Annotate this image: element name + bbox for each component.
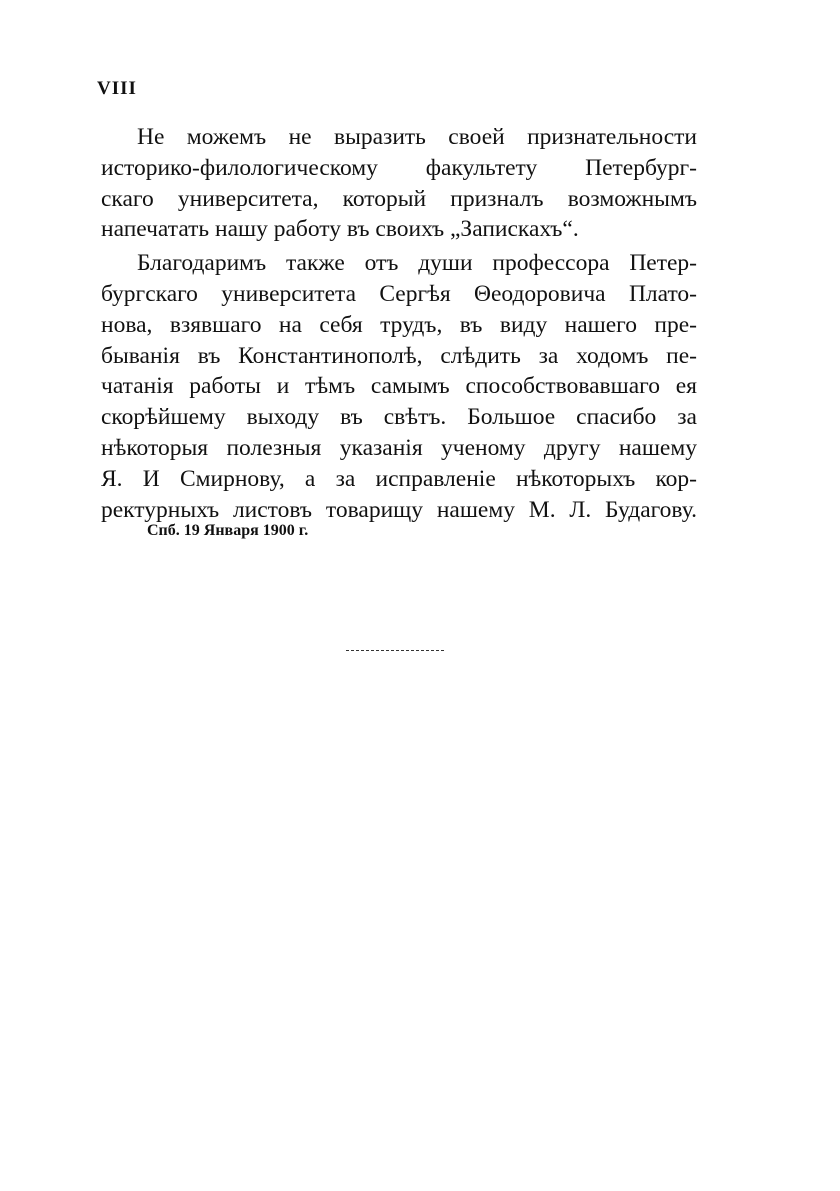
text-line: Благодаримъ также отъ души профессора Петер- (137, 250, 697, 277)
text-line: Я. И Смирнову, а за исправленіе нѣкоторыхъ кор- (101, 465, 697, 492)
text-line: напечатать нашу работу въ своихъ „Запискахъ“. (101, 216, 579, 243)
body-text (101, 122, 697, 525)
section-divider (346, 650, 444, 651)
text-line: скорѣйшему выходу въ свѣтъ. Большое спасибо за (101, 404, 697, 431)
text-line: Не можемъ не выразить своей признательности (137, 124, 697, 150)
dateline: Спб. 19 Января 1900 г. (147, 522, 309, 539)
paragraph-acknowledgement-faculty (101, 122, 697, 245)
paragraph-acknowledgement-professor (101, 248, 697, 525)
text-line: ректурныхъ листовъ товарищу нашему М. Л. Будагову. (101, 496, 697, 523)
text-line: чатанія работы и тѣмъ самымъ способствовавшаго ея (101, 373, 697, 400)
text-line: быванія въ Константинополѣ, слѣдить за ходомъ пе- (101, 342, 697, 369)
page-number: VIII (97, 78, 137, 99)
text-line: скаго университета, который призналъ возможнымъ (101, 185, 697, 212)
text-line: нова, взявшаго на себя трудъ, въ виду нашего пре- (101, 311, 697, 338)
text-line: бургскаго университета Сергѣя Θеодоровича Плато- (101, 280, 697, 307)
text-line: историко-филологическому факультету Петербург- (101, 154, 697, 181)
text-line: нѣкоторыя полезныя указанія ученому другу нашему (101, 434, 697, 461)
